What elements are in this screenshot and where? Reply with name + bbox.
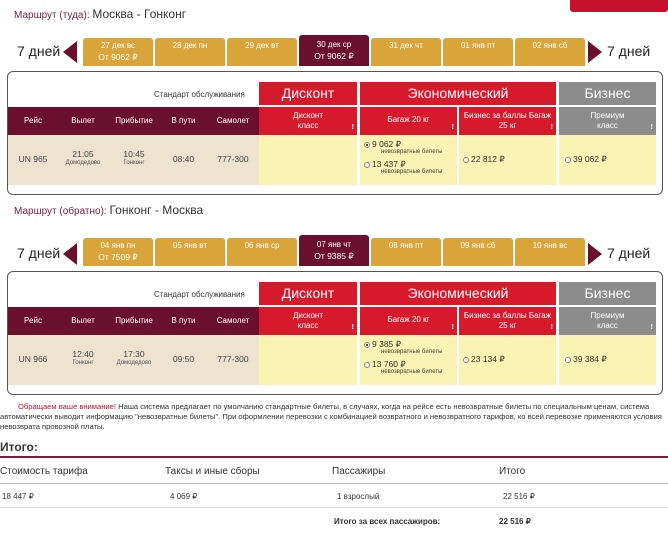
totals-title: Итого: bbox=[0, 440, 38, 454]
col-arrival: Прибытие bbox=[108, 307, 160, 335]
column-header-row bbox=[8, 307, 657, 335]
flight-row bbox=[8, 335, 657, 385]
info-icon[interactable]: ! bbox=[550, 324, 553, 331]
fare-option[interactable] bbox=[364, 339, 443, 355]
col-discount-class-label: Дисконт класс bbox=[292, 111, 323, 130]
date-tab[interactable] bbox=[155, 238, 225, 266]
date-tab[interactable] bbox=[443, 38, 513, 66]
next-week-label[interactable]: 7 дней bbox=[607, 245, 651, 261]
route-name: Гонконг - Москва bbox=[109, 203, 204, 217]
class-discount-header: Дисконт bbox=[259, 282, 357, 305]
date-tab[interactable] bbox=[227, 38, 297, 66]
fare-price: 22 812 ₽ bbox=[471, 154, 505, 164]
col-flight: Рейс bbox=[8, 307, 58, 335]
col-flight: Рейс bbox=[8, 107, 58, 135]
business-points-price-cell bbox=[459, 335, 556, 385]
totals-header-total: Итого bbox=[499, 466, 526, 477]
fare-price: 23 134 ₽ bbox=[471, 354, 505, 364]
class-economy-header: Экономический bbox=[360, 82, 556, 105]
col-aircraft: Самолет bbox=[207, 307, 259, 335]
arrival-time: 17:30 bbox=[123, 349, 145, 359]
col-baggage bbox=[360, 307, 457, 335]
duration: 09:50 bbox=[172, 354, 195, 364]
date-tab-date: 01 янв пт bbox=[460, 41, 496, 50]
departure-airport: Гонконг bbox=[72, 360, 94, 366]
route-label: Маршрут (туда): bbox=[14, 10, 90, 21]
col-aircraft: Самолет bbox=[207, 107, 259, 135]
arrival-cell bbox=[108, 135, 160, 185]
arrival-cell bbox=[108, 335, 160, 385]
date-tab-price bbox=[443, 250, 513, 252]
outbound-date-strip bbox=[83, 38, 583, 66]
flight-number-cell bbox=[8, 335, 58, 385]
col-business-points-label: Бизнес за баллы Багаж 25 кг bbox=[463, 111, 552, 130]
date-tab[interactable] bbox=[515, 238, 585, 266]
date-tab-price bbox=[515, 250, 585, 252]
col-business-points bbox=[459, 107, 556, 135]
date-tab-date: 30 дек ср bbox=[316, 40, 352, 49]
col-premium-label: Премиум класс bbox=[590, 111, 625, 130]
class-business-header: Бизнес bbox=[559, 282, 656, 305]
outbound-fare-table bbox=[7, 71, 663, 195]
col-departure: Вылет bbox=[58, 307, 108, 335]
date-tab[interactable] bbox=[155, 38, 225, 66]
totals-total-value: 22 516 ₽ bbox=[503, 492, 535, 501]
date-tab-date: 08 янв пт bbox=[388, 241, 424, 250]
col-discount-class-label: Дисконт класс bbox=[292, 311, 323, 330]
fare-price: 39 062 ₽ bbox=[573, 154, 607, 164]
departure-airport: Домодедово bbox=[65, 160, 101, 166]
col-business-points-label: Бизнес за баллы Багаж 25 кг bbox=[463, 311, 552, 330]
col-business-points bbox=[459, 307, 556, 335]
totals-row-divider bbox=[0, 507, 668, 508]
prev-week-label[interactable]: 7 дней bbox=[17, 43, 61, 59]
date-tab-date: 31 дек чт bbox=[389, 41, 423, 50]
date-tab-selected[interactable] bbox=[299, 35, 369, 66]
info-icon[interactable]: ! bbox=[451, 324, 454, 331]
departure-cell bbox=[58, 335, 108, 385]
return-fare-table bbox=[7, 271, 663, 395]
fare-price: 13 760 ₽ bbox=[372, 359, 406, 369]
fare-option[interactable] bbox=[364, 139, 443, 155]
aircraft: 777-300 bbox=[217, 154, 249, 164]
next-week-label[interactable]: 7 дней bbox=[607, 43, 651, 59]
fare-option[interactable] bbox=[463, 354, 505, 365]
date-tab-date: 05 янв вт bbox=[172, 241, 208, 250]
date-tab-date: 06 янв ср bbox=[244, 241, 280, 250]
col-premium bbox=[559, 107, 656, 135]
route-name: Москва - Гонконг bbox=[92, 7, 187, 21]
col-baggage bbox=[360, 107, 457, 135]
next-week-arrow-icon[interactable] bbox=[588, 243, 602, 265]
nonrefundable-note: невозвратные билеты bbox=[381, 349, 443, 355]
aircraft-cell bbox=[207, 335, 259, 385]
fare-option[interactable] bbox=[364, 159, 443, 175]
business-points-price-cell bbox=[459, 135, 556, 185]
date-tab-date: 28 дек пн bbox=[172, 41, 208, 50]
totals-divider bbox=[0, 456, 668, 458]
radio-button[interactable] bbox=[463, 357, 469, 363]
duration-cell bbox=[160, 135, 207, 185]
fare-price: 39 384 ₽ bbox=[573, 354, 607, 364]
date-tab-date: 10 янв вс bbox=[532, 241, 568, 250]
prev-week-arrow-icon[interactable] bbox=[63, 41, 77, 63]
duration: 08:40 bbox=[172, 154, 195, 164]
return-route-title bbox=[14, 203, 203, 217]
service-standard-label: Стандарт обслуживания bbox=[154, 90, 245, 99]
duration-cell bbox=[160, 335, 207, 385]
service-standard-label: Стандарт обслуживания bbox=[154, 290, 245, 299]
column-header-row bbox=[8, 107, 657, 135]
date-tab-date: 29 дек вт bbox=[245, 41, 279, 50]
date-tab-date: 04 янв пн bbox=[100, 241, 136, 250]
fare-price: 9 385 ₽ bbox=[372, 339, 402, 349]
return-date-strip bbox=[83, 238, 583, 266]
info-icon[interactable]: ! bbox=[351, 324, 354, 331]
aircraft-cell bbox=[207, 135, 259, 185]
info-icon[interactable]: ! bbox=[650, 124, 653, 131]
date-tab-price bbox=[227, 250, 297, 252]
totals-passengers-value: 1 взрослый bbox=[337, 492, 380, 501]
radio-button[interactable] bbox=[565, 357, 571, 363]
route-label: Маршрут (обратно): bbox=[14, 206, 107, 217]
totals-taxes-value: 4 069 ₽ bbox=[170, 492, 198, 501]
prev-week-arrow-icon[interactable] bbox=[63, 243, 77, 265]
col-duration: В пути bbox=[160, 107, 207, 135]
date-tab[interactable] bbox=[443, 238, 513, 266]
date-tab-price: От 7509 ₽ bbox=[98, 252, 138, 262]
date-tab-price bbox=[227, 50, 297, 52]
radio-button[interactable] bbox=[364, 142, 370, 148]
discount-price-cell bbox=[259, 335, 357, 385]
date-tab-price bbox=[371, 250, 441, 252]
date-tab-date: 07 янв чт bbox=[316, 240, 352, 249]
next-week-arrow-icon[interactable] bbox=[588, 41, 602, 63]
totals-header-fare: Стоимость тарифа bbox=[0, 466, 88, 477]
radio-button[interactable] bbox=[364, 162, 370, 168]
col-departure: Вылет bbox=[58, 107, 108, 135]
notice-warning: Обращаем ваше внимание! bbox=[18, 402, 117, 411]
date-tab-price: От 9062 ₽ bbox=[314, 51, 354, 61]
date-tab-price: От 9062 ₽ bbox=[98, 52, 138, 62]
date-tab-price: От 9385 ₽ bbox=[314, 251, 354, 261]
totals-fare-value: 18 447 ₽ bbox=[2, 492, 34, 501]
date-tab[interactable] bbox=[83, 38, 153, 66]
date-tab-price bbox=[155, 250, 225, 252]
grand-total-value: 22 516 ₽ bbox=[499, 517, 531, 526]
class-economy-header: Экономический bbox=[360, 282, 556, 305]
economy-price-cell bbox=[360, 135, 457, 185]
col-duration: В пути bbox=[160, 307, 207, 335]
fare-price: 9 062 ₽ bbox=[372, 139, 402, 149]
date-tab-price bbox=[515, 50, 585, 52]
col-premium bbox=[559, 307, 656, 335]
info-icon[interactable]: ! bbox=[351, 124, 354, 131]
fare-option[interactable] bbox=[463, 154, 505, 165]
flight-number: UN 965 bbox=[18, 154, 48, 164]
totals-header-passengers: Пассажиры bbox=[332, 466, 386, 477]
date-tab[interactable] bbox=[83, 238, 153, 266]
arrival-airport: Домодедово bbox=[116, 360, 152, 366]
col-premium-label: Премиум класс bbox=[590, 311, 625, 330]
info-icon[interactable]: ! bbox=[550, 124, 553, 131]
flight-number: UN 966 bbox=[18, 354, 48, 364]
arrival-airport: Гонконг bbox=[123, 160, 145, 166]
date-tab-price bbox=[155, 50, 225, 52]
date-tab[interactable] bbox=[371, 38, 441, 66]
date-tab[interactable] bbox=[371, 238, 441, 266]
nonrefundable-note: невозвратные билеты bbox=[381, 149, 443, 155]
notice-text: Наша система предлагает по умолчанию стандартные билеты, в случаях, когда на рейсе есть невозвратные билеты по специальным ценам, система автоматически выводит информацию "невозвратные билеты". При оформлении перевозки с комбинацией возвратного и невозвратного тарифов, ко всей перевозке применяются условия невозврата провозной платы. bbox=[0, 402, 662, 431]
date-tab[interactable] bbox=[227, 238, 297, 266]
nonrefundable-note: невозвратные билеты bbox=[381, 369, 443, 375]
date-tab-price bbox=[371, 50, 441, 52]
outbound-route-title bbox=[14, 7, 186, 21]
date-tab-date: 09 янв сб bbox=[460, 241, 496, 250]
radio-button[interactable] bbox=[463, 157, 469, 163]
flight-row bbox=[8, 135, 657, 185]
fare-option[interactable] bbox=[364, 359, 443, 375]
col-baggage-label: Багаж 20 кг bbox=[387, 315, 430, 324]
fare-price: 13 437 ₽ bbox=[372, 159, 406, 169]
col-discount-class bbox=[259, 307, 357, 335]
date-tab-date: 27 дек вс bbox=[100, 41, 136, 50]
radio-button[interactable] bbox=[364, 362, 370, 368]
date-tab-price bbox=[443, 50, 513, 52]
nonrefundable-notice bbox=[0, 402, 668, 432]
class-business-header: Бизнес bbox=[559, 82, 656, 105]
class-discount-header: Дисконт bbox=[259, 82, 357, 105]
prev-week-label[interactable]: 7 дней bbox=[17, 245, 61, 261]
flight-number-cell bbox=[8, 135, 58, 185]
totals-header-divider bbox=[0, 483, 668, 484]
col-baggage-label: Багаж 20 кг bbox=[387, 115, 430, 124]
top-action-button[interactable] bbox=[570, 0, 668, 12]
date-tab[interactable] bbox=[515, 38, 585, 66]
date-tab-date: 02 янв сб bbox=[532, 41, 568, 50]
premium-price-cell bbox=[559, 135, 656, 185]
economy-price-cell bbox=[360, 335, 457, 385]
radio-button[interactable] bbox=[364, 342, 370, 348]
col-discount-class bbox=[259, 107, 357, 135]
radio-button[interactable] bbox=[565, 157, 571, 163]
col-arrival: Прибытие bbox=[108, 107, 160, 135]
date-tab-selected[interactable] bbox=[299, 235, 369, 266]
departure-time: 21:05 bbox=[72, 149, 94, 159]
info-icon[interactable]: ! bbox=[650, 324, 653, 331]
premium-price-cell bbox=[559, 335, 656, 385]
totals-header-taxes: Таксы и иные сборы bbox=[165, 466, 260, 477]
discount-price-cell bbox=[259, 135, 357, 185]
departure-cell bbox=[58, 135, 108, 185]
arrival-time: 10:45 bbox=[123, 149, 145, 159]
departure-time: 12:40 bbox=[72, 349, 94, 359]
aircraft: 777-300 bbox=[217, 354, 249, 364]
info-icon[interactable]: ! bbox=[451, 124, 454, 131]
grand-total-label: Итого за всех пассажиров: bbox=[334, 517, 441, 526]
fare-option[interactable] bbox=[565, 354, 607, 365]
nonrefundable-note: невозвратные билеты bbox=[381, 169, 443, 175]
fare-option[interactable] bbox=[565, 154, 607, 165]
